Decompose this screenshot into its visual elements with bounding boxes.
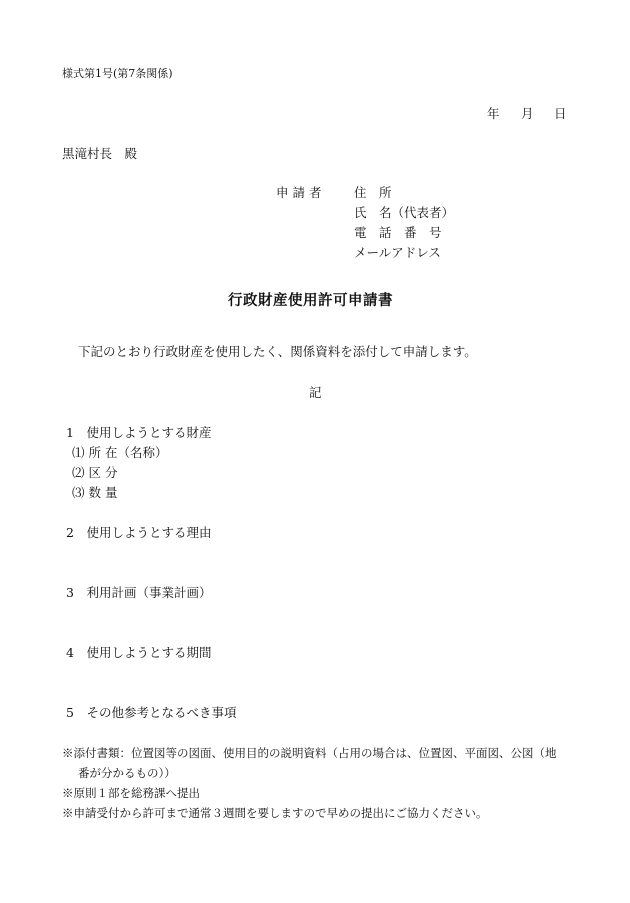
date-day: 日 xyxy=(554,106,567,121)
item-1-sub-1: ⑴ 所 在（名称） xyxy=(72,445,168,460)
item-2: 2 使用しようとする理由 xyxy=(66,525,212,540)
note-submission: ※原則１部を総務課へ提出 xyxy=(62,786,200,800)
item-1: 1 使用しようとする財産 xyxy=(66,425,212,440)
document-title: 行政財産使用許可申請書 xyxy=(228,292,393,309)
applicant-name-label: 氏 名（代表者） xyxy=(354,205,455,220)
note-attachments-continued: 番が分かるもの）） xyxy=(78,766,176,780)
applicant-email-label: メールアドレス xyxy=(354,245,441,260)
item-1-sub-3: ⑶ 数 量 xyxy=(72,485,118,500)
intro-text: 下記のとおり行政財産を使用したく、関係資料を添付して申請します。 xyxy=(78,344,477,359)
note-processing-time: ※申請受付から許可まで通常３週間を要しますので早めの提出にご協力ください。 xyxy=(62,806,488,820)
item-4: 4 使用しようとする期間 xyxy=(66,645,212,660)
item-5: 5 その他参考となるべき事項 xyxy=(66,705,237,720)
applicant-address-label: 住 所 xyxy=(354,185,392,200)
applicant-label: 申 請 者 xyxy=(276,185,322,200)
note-attachments: ※添付書類：位置図等の図面、使用目的の説明資料（占用の場合は、位置図、平面図、公図（地 xyxy=(62,746,557,760)
item-3: 3 利用計画（事業計画） xyxy=(66,585,212,600)
addressee: 黒滝村長 殿 xyxy=(62,146,138,161)
date-year: 年 xyxy=(487,106,500,121)
applicant-phone-label: 電 話 番 号 xyxy=(354,225,442,240)
ki-heading: 記 xyxy=(309,385,322,400)
date-month: 月 xyxy=(521,106,534,121)
form-number: 様式第1号(第7条関係) xyxy=(62,67,173,80)
item-1-sub-2: ⑵ 区 分 xyxy=(72,465,118,480)
